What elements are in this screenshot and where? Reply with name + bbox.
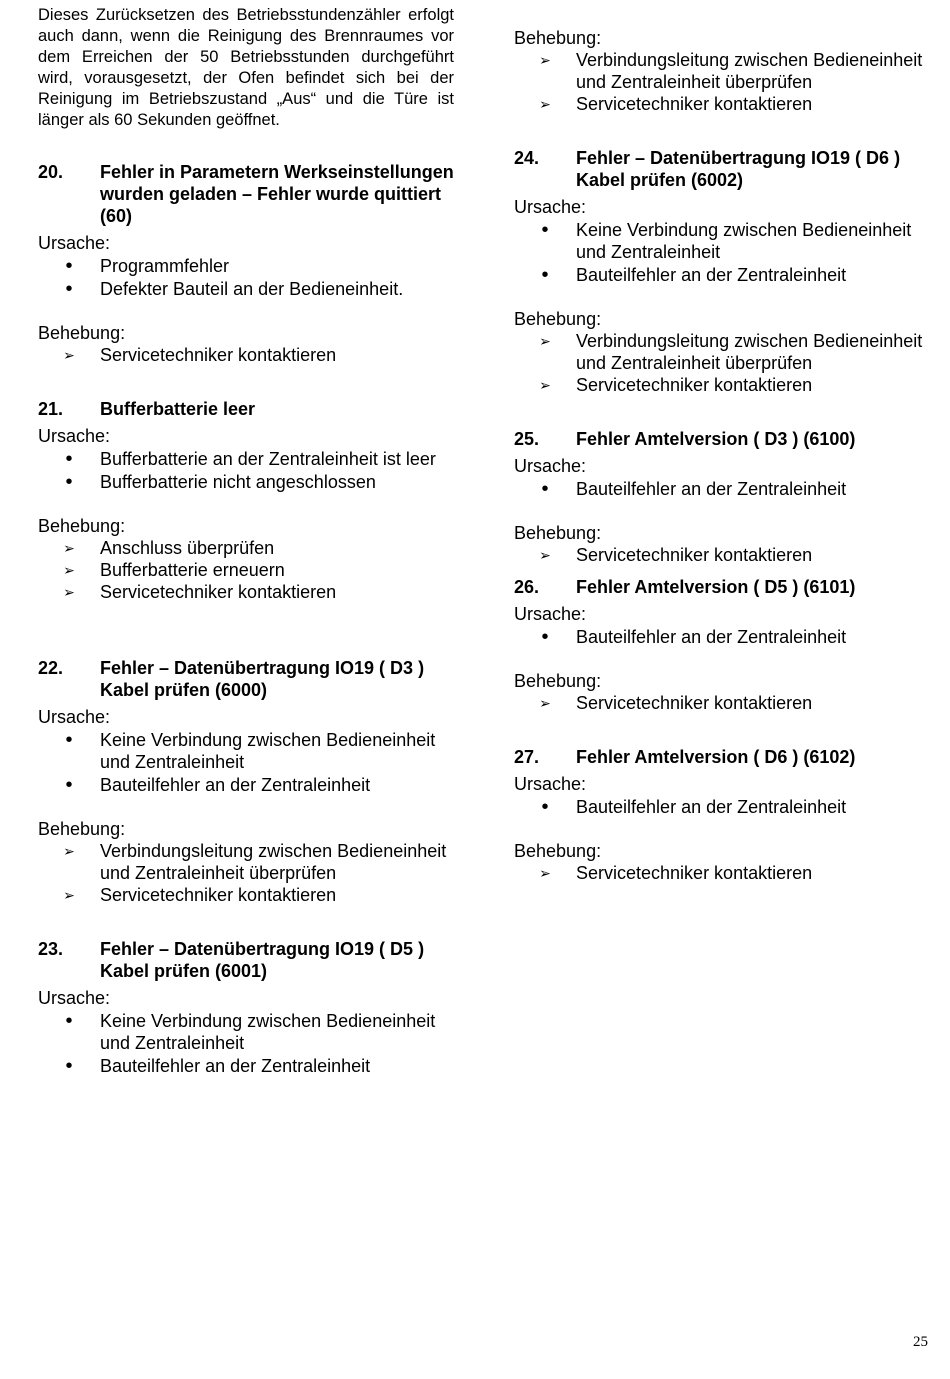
item-text: Keine Verbindung zwischen Bedieneinheit und Zentraleinheit [100, 730, 436, 772]
item-text: Servicetechniker kontaktieren [576, 375, 813, 395]
item-text: Bauteilfehler an der Zentraleinheit [576, 265, 847, 285]
section-number: 25. [514, 429, 540, 449]
bullet-icon [38, 448, 100, 472]
section-number: 24. [514, 148, 540, 168]
cause-list [514, 796, 930, 818]
cause-list [38, 255, 454, 300]
cause-list [514, 478, 930, 500]
arrow-icon [514, 862, 576, 885]
remedy-label: Behebung: [38, 323, 126, 343]
item-text: Servicetechniker kontaktieren [576, 863, 813, 883]
bullet-icon [38, 1010, 100, 1034]
list-item [514, 692, 930, 714]
item-text: Defekter Bauteil an der Bedieneinheit. [100, 279, 404, 299]
section-number: 26. [514, 577, 540, 597]
item-text: Keine Verbindung zwischen Bedieneinheit und Zentraleinheit [576, 220, 912, 262]
cause-label: Ursache: [38, 233, 111, 253]
item-text: Servicetechniker kontaktieren [100, 345, 337, 365]
remedy-list [514, 330, 930, 396]
section-heading [514, 147, 930, 191]
cause-label: Ursache: [38, 707, 111, 727]
list-item [514, 49, 930, 93]
item-text: Servicetechniker kontaktieren [576, 545, 813, 565]
item-text: Verbindungsleitung zwischen Bedieneinheit und Zentraleinheit überprüfen [576, 50, 923, 92]
section-title: Fehler Amtelversion ( D3 ) (6100) [576, 429, 856, 449]
section-heading [514, 576, 930, 598]
remedy-list [514, 862, 930, 884]
left-column [38, 0, 454, 1077]
list-item [38, 559, 454, 581]
cause-label: Ursache: [38, 426, 111, 446]
arrow-icon [514, 93, 576, 116]
remedy-list [514, 544, 930, 566]
remedy-label: Behebung: [514, 841, 602, 861]
section-23 [38, 938, 454, 1077]
arrow-icon [514, 692, 576, 715]
item-text: Bauteilfehler an der Zentraleinheit [100, 775, 371, 795]
list-item [38, 278, 454, 300]
section-24 [514, 147, 930, 396]
section-title: Fehler – Datenübertragung IO19 ( D3 ) Kabel prüfen (6000) [100, 658, 425, 700]
remedy-list [38, 344, 454, 366]
section-number: 27. [514, 747, 540, 767]
item-text: Bauteilfehler an der Zentraleinheit [576, 797, 847, 817]
cause-label: Ursache: [514, 197, 587, 217]
section-title: Fehler – Datenübertragung IO19 ( D6 ) Kabel prüfen (6002) [576, 148, 901, 190]
section-heading [38, 657, 454, 701]
list-item [514, 219, 930, 263]
remedy-list [514, 692, 930, 714]
bullet-icon [38, 278, 100, 302]
item-text: Programmfehler [100, 256, 230, 276]
remedy-list [38, 840, 454, 906]
item-text: Bauteilfehler an der Zentraleinheit [576, 627, 847, 647]
cause-list [38, 729, 454, 796]
list-item [38, 448, 454, 470]
bullet-icon [514, 478, 576, 502]
list-item [38, 537, 454, 559]
section-title: Fehler – Datenübertragung IO19 ( D5 ) Kabel prüfen (6001) [100, 939, 425, 981]
list-item [38, 581, 454, 603]
section-number: 20. [38, 162, 64, 182]
item-text: Bufferbatterie an der Zentraleinheit ist leer [100, 449, 436, 469]
list-item [38, 344, 454, 366]
item-text: Anschluss überprüfen [100, 538, 275, 558]
list-item [38, 729, 454, 773]
arrow-icon [38, 840, 100, 863]
section-heading [38, 938, 454, 982]
bullet-icon [514, 219, 576, 243]
bullet-icon [38, 255, 100, 279]
intro-paragraph: Dieses Zurücksetzen des Betriebsstundenzähler erfolgt auch dann, wenn die Reinigung des Brennraumes vor dem Erreichen der 50 Betriebsstunden durchgeführt wird, vorausgesetzt, der Ofen befindet sich bei der Reinigung im Betriebszustand „Aus“ und die Türe ist länger als 60 Sekunden geöffnet. [38, 6, 454, 129]
list-item [514, 93, 930, 115]
section-title: Bufferbatterie leer [100, 399, 256, 419]
arrow-icon [514, 49, 576, 72]
item-text: Bufferbatterie nicht angeschlossen [100, 472, 376, 492]
cause-list [38, 448, 454, 493]
list-item [38, 1010, 454, 1054]
remedy-label: Behebung: [514, 671, 602, 691]
arrow-icon [38, 581, 100, 604]
item-text: Verbindungsleitung zwischen Bedieneinheit und Zentraleinheit überprüfen [576, 331, 923, 373]
list-item [514, 374, 930, 396]
section-number: 22. [38, 658, 64, 678]
item-text: Bauteilfehler an der Zentraleinheit [100, 1056, 371, 1076]
section-number: 23. [38, 939, 64, 959]
remedy-list [514, 49, 930, 115]
section-23-continued [514, 27, 930, 115]
cause-list [38, 1010, 454, 1077]
section-heading [38, 398, 454, 420]
list-item [514, 796, 930, 818]
bullet-icon [38, 774, 100, 798]
item-text: Verbindungsleitung zwischen Bedieneinheit und Zentraleinheit überprüfen [100, 841, 447, 883]
remedy-label: Behebung: [38, 819, 126, 839]
bullet-icon [38, 1055, 100, 1079]
cause-label: Ursache: [514, 456, 587, 476]
bullet-icon [38, 471, 100, 495]
section-heading [514, 746, 930, 768]
right-column [514, 0, 930, 884]
section-heading [38, 161, 454, 227]
list-item [514, 330, 930, 374]
remedy-list [38, 537, 454, 603]
cause-list [514, 626, 930, 648]
item-text: Servicetechniker kontaktieren [576, 693, 813, 713]
item-text: Servicetechniker kontaktieren [100, 885, 337, 905]
list-item [514, 626, 930, 648]
page-number: 25 [913, 1334, 928, 1350]
section-title: Fehler Amtelversion ( D5 ) (6101) [576, 577, 856, 597]
section-26 [514, 576, 930, 714]
arrow-icon [38, 537, 100, 560]
cause-label: Ursache: [514, 774, 587, 794]
remedy-label: Behebung: [514, 28, 602, 48]
item-text: Bufferbatterie erneuern [100, 560, 285, 580]
arrow-icon [38, 344, 100, 367]
arrow-icon [514, 330, 576, 353]
item-text: Servicetechniker kontaktieren [576, 94, 813, 114]
bullet-icon [514, 796, 576, 820]
section-22 [38, 657, 454, 906]
arrow-icon [514, 544, 576, 567]
cause-label: Ursache: [38, 988, 111, 1008]
section-title: Fehler Amtelversion ( D6 ) (6102) [576, 747, 856, 767]
list-item [514, 478, 930, 500]
list-item [38, 774, 454, 796]
list-item [38, 1055, 454, 1077]
arrow-icon [38, 884, 100, 907]
item-text: Keine Verbindung zwischen Bedieneinheit und Zentraleinheit [100, 1011, 436, 1053]
section-heading [514, 428, 930, 450]
bullet-icon [38, 729, 100, 753]
arrow-icon [514, 374, 576, 397]
item-text: Bauteilfehler an der Zentraleinheit [576, 479, 847, 499]
remedy-label: Behebung: [514, 523, 602, 543]
arrow-icon [38, 559, 100, 582]
list-item [38, 840, 454, 884]
list-item [514, 862, 930, 884]
list-item [38, 884, 454, 906]
section-title: Fehler in Parametern Werkseinstellungen wurden geladen – Fehler wurde quittiert (60) [100, 162, 454, 226]
section-27 [514, 746, 930, 884]
list-item [514, 544, 930, 566]
list-item [514, 264, 930, 286]
section-25 [514, 428, 930, 566]
bullet-icon [514, 264, 576, 288]
section-20 [38, 161, 454, 366]
item-text: Servicetechniker kontaktieren [100, 582, 337, 602]
remedy-label: Behebung: [514, 309, 602, 329]
list-item [38, 255, 454, 277]
cause-label: Ursache: [514, 604, 587, 624]
cause-list [514, 219, 930, 286]
section-number: 21. [38, 399, 64, 419]
bullet-icon [514, 626, 576, 650]
remedy-label: Behebung: [38, 516, 126, 536]
section-21 [38, 398, 454, 603]
list-item [38, 471, 454, 493]
